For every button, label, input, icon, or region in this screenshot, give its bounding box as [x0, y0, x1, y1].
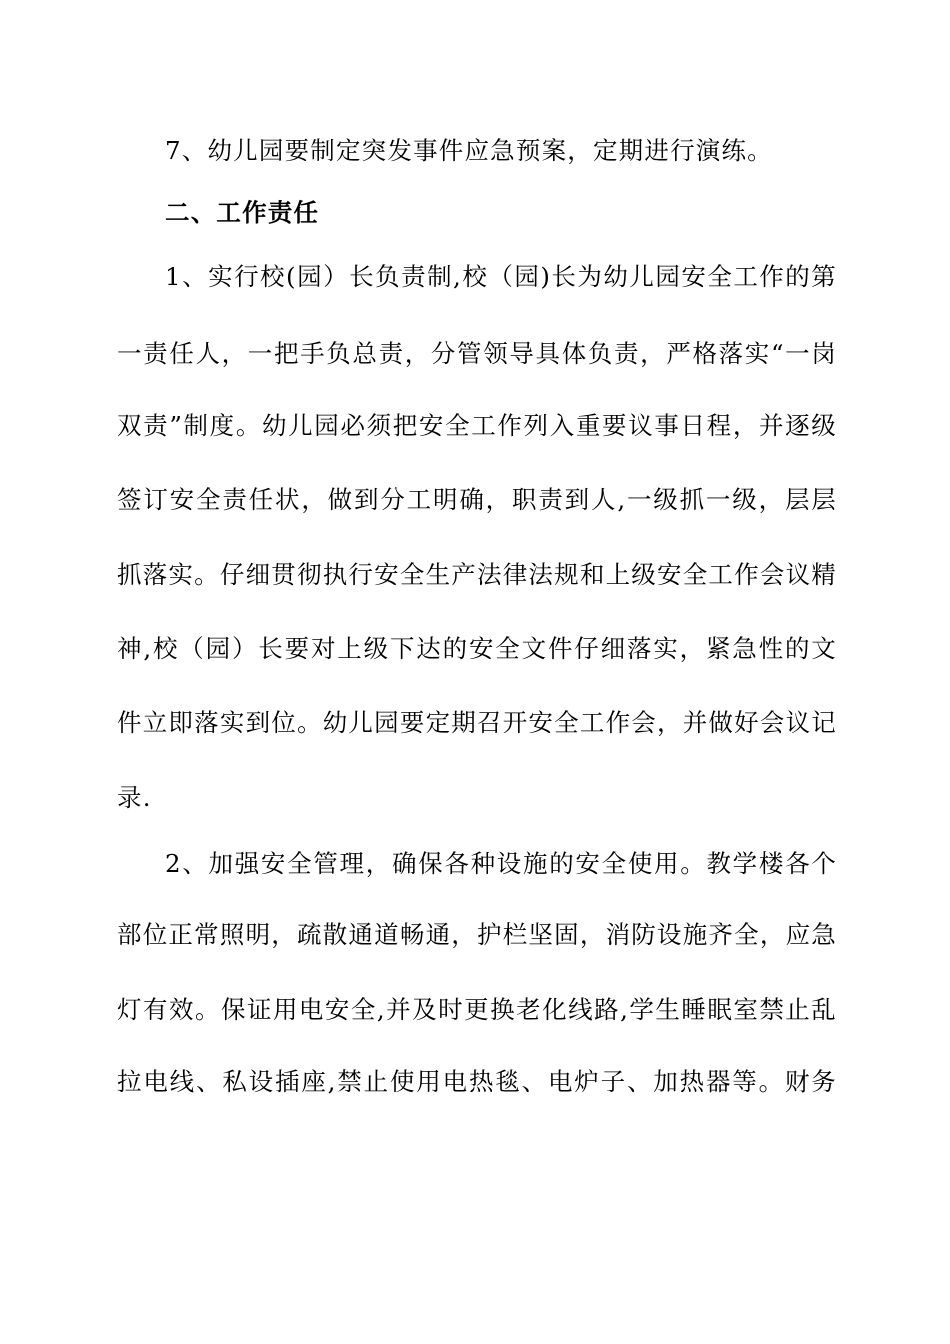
paragraph-1-line-7: 件立即落实到位。幼儿园要定期召开安全工作会，并做好会议记 [117, 708, 837, 737]
section-heading-work-responsibility: 二、工作责任 [165, 198, 320, 227]
paragraph-1-line-4: 签订安全责任状，做到分工明确，职责到人,一级抓一级，层层 [117, 485, 837, 514]
paragraph-2-line-3: 灯有效。保证用电安全,并及时更换老化线路,学生睡眠室禁止乱 [117, 995, 837, 1024]
paragraph-1-line-3: 双责”制度。幼儿园必须把安全工作列入重要议事日程，并逐级 [117, 411, 837, 440]
paragraph-2-line-2: 部位正常照明，疏散通道畅通，护栏坚固，消防设施齐全，应急 [117, 920, 837, 949]
paragraph-1-line-6: 神,校（园）长要对上级下达的安全文件仔细落实，紧急性的文 [117, 634, 837, 663]
paragraph-2-line-4: 拉电线、私设插座,禁止使用电热毯、电炉子、加热器等。财务 [117, 1067, 837, 1096]
paragraph-1-line-8: 录. [117, 783, 152, 812]
paragraph-item-7: 7、幼儿园要制定突发事件应急预案，定期进行演练。 [165, 136, 773, 165]
paragraph-1-line-1: 1、实行校(园）长负责制,校（园)长为幼儿园安全工作的第 [165, 262, 837, 291]
paragraph-1-line-5: 抓落实。仔细贯彻执行安全生产法律法规和上级安全工作会议精 [117, 560, 837, 589]
paragraph-2-line-1: 2、加强安全管理，确保各种设施的安全使用。教学楼各个 [165, 849, 837, 878]
paragraph-1-line-2: 一责任人，一把手负总责，分管领导具体负责，严格落实“一岗 [117, 339, 837, 368]
